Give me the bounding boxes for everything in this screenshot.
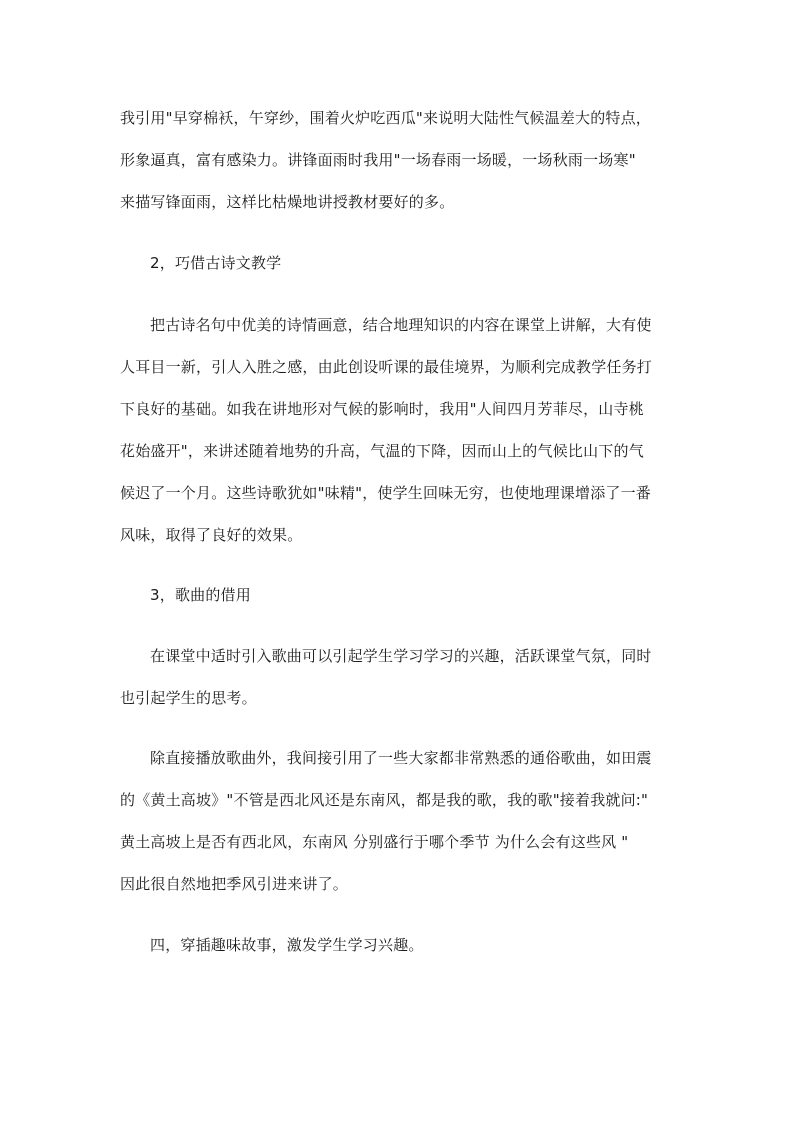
paragraph-line: 来描写锋面雨，这样比枯燥地讲授教材要好的多。: [120, 193, 455, 211]
paragraph-line: 黄土高坡上是否有西北风，东南风 分别盛行于哪个季节 为什么会有这些风 ": [120, 833, 629, 851]
paragraph-line: 下良好的基础。如我在讲地形对气候的影响时，我用"人间四月芳菲尽，山寺桃: [120, 400, 644, 418]
paragraph-line: 除直接播放歌曲外，我间接引用了一些大家都非常熟悉的通俗歌曲，如田震: [150, 749, 652, 767]
paragraph-line: 风味，取得了良好的效果。: [120, 526, 303, 544]
section-heading: 3，歌曲的借用: [150, 586, 251, 604]
paragraph-line: 候迟了一个月。这些诗歌犹如"味精"，使学生回味无穷，也使地理课增添了一番: [120, 484, 652, 502]
paragraph-line: 形象逼真，富有感染力。讲锋面雨时我用"一场春雨一场暖，一场秋雨一场寒": [120, 151, 636, 169]
paragraph-line: 在课堂中适时引入歌曲可以引起学生学习学习的兴趣，活跃课堂气氛，同时: [150, 647, 652, 665]
paragraph-line: 把古诗名句中优美的诗情画意，结合地理知识的内容在课堂上讲解，大有使: [150, 316, 652, 334]
paragraph-line: 人耳目一新，引人入胜之感，由此创设听课的最佳境界，为顺利完成教学任务打: [120, 358, 653, 376]
section-heading: 四，穿插趣味故事，激发学生学习兴趣。: [150, 936, 424, 954]
paragraph-line: 我引用"早穿棉袄，午穿纱，围着火炉吃西瓜"来说明大陆性气候温差大的特点，: [120, 109, 652, 127]
section-heading: 2，巧借古诗文教学: [150, 254, 282, 272]
paragraph-line: 因此很自然地把季风引进来讲了。: [120, 875, 349, 893]
paragraph-line: 的《黄土高坡》"不管是西北风还是东南风，都是我的歌，我的歌"接着我就问:": [120, 791, 649, 809]
paragraph-line: 花始盛开"，来讲述随着地势的升高，气温的下降，因而山上的气候比山下的气: [120, 442, 644, 460]
paragraph-line: 也引起学生的思考。: [120, 689, 257, 707]
